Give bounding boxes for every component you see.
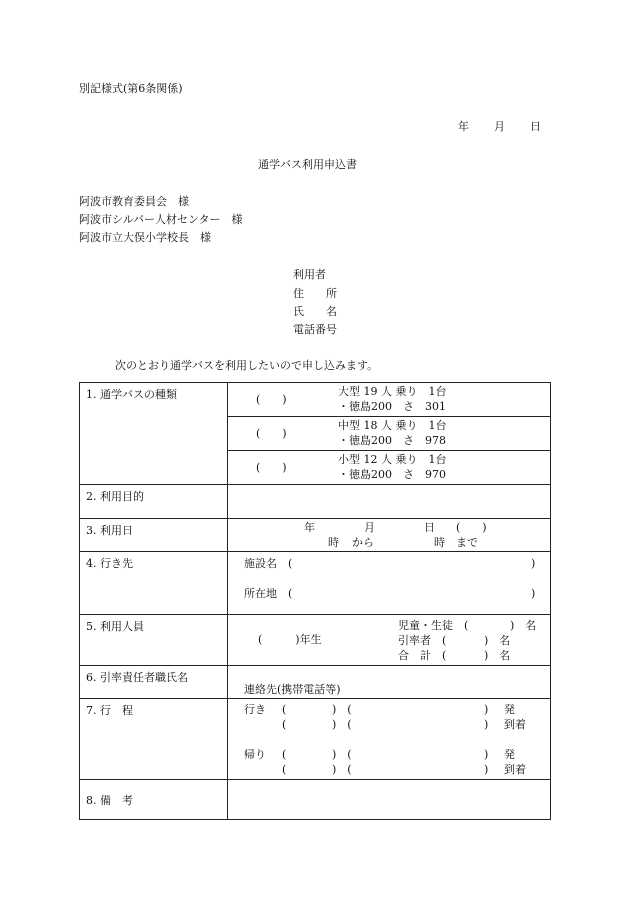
bus-option-large-check[interactable]: ( ) xyxy=(256,393,287,406)
application-form-table xyxy=(79,382,551,820)
use-month: 月 xyxy=(364,521,375,534)
bus-option-medium-check[interactable]: ( ) xyxy=(256,427,287,440)
people-label: 5. 利用人員 xyxy=(86,620,144,633)
bus-type-label: 1. 通学バスの種類 xyxy=(86,388,177,401)
date-day: 日 xyxy=(530,120,541,133)
location-close: ) xyxy=(531,587,536,600)
page-title: 通学バス利用申込書 xyxy=(258,158,357,171)
outbound-arrive-close: ) xyxy=(484,718,489,731)
applicant-phone-label: 電話番号 xyxy=(293,323,337,336)
itinerary-label-cell xyxy=(80,699,228,780)
leader-label: 6. 引率責任者職氏名 xyxy=(86,671,188,684)
use-year: 年 xyxy=(304,521,315,534)
intro-text: 次のとおり通学バスを利用したいので申し込みます。 xyxy=(115,359,379,372)
date-month: 月 xyxy=(494,120,505,133)
contact-label: 連絡先(携帯電話等) xyxy=(244,683,341,696)
return-depart-close: ) xyxy=(484,748,489,761)
total-close: ) 名 xyxy=(484,649,511,662)
leader-field[interactable] xyxy=(228,666,551,699)
outbound-arrive-open: ( xyxy=(282,718,287,731)
bus-option-small-line1: 小型 12 人 乗り 1台 xyxy=(338,453,447,466)
use-from: から xyxy=(352,536,374,549)
remarks-field[interactable] xyxy=(228,780,551,820)
bus-option-small-line2: ・徳島200 さ 970 xyxy=(338,468,446,481)
outbound-depart: 発 xyxy=(504,703,515,716)
outbound-depart-mid: ) ( xyxy=(332,703,352,716)
return-depart-open: ( xyxy=(282,748,287,761)
applicant-heading: 利用者 xyxy=(293,268,326,281)
outbound-arrive: 到着 xyxy=(504,718,526,731)
location-label: 所在地 ( xyxy=(244,587,293,600)
bus-option-medium-line1: 中型 18 人 乗り 1台 xyxy=(338,419,447,432)
grade-field: ( )年生 xyxy=(258,633,322,646)
date-label: 3. 利用日 xyxy=(86,524,133,537)
students-label: 児童・生徒 ( xyxy=(398,619,469,632)
leaders-close: ) 名 xyxy=(484,634,511,647)
destination-label: 4. 行き先 xyxy=(86,557,133,570)
addressee-2: 阿波市シルバー人材センター 様 xyxy=(79,213,243,226)
form-reference: 別記様式(第6条関係) xyxy=(79,82,183,95)
use-weekday: ( ) xyxy=(456,521,487,534)
use-hour-from: 時 xyxy=(328,536,339,549)
return-arrive-close: ) xyxy=(484,763,489,776)
remarks-label: 8. 備 考 xyxy=(86,794,133,807)
destination-label-cell xyxy=(80,552,228,615)
purpose-label: 2. 利用目的 xyxy=(86,490,144,503)
outbound-depart-close: ) xyxy=(484,703,489,716)
bus-option-small[interactable] xyxy=(228,451,551,485)
return-arrive: 到着 xyxy=(504,763,526,776)
return-arrive-open: ( xyxy=(282,763,287,776)
outbound-label: 行き xyxy=(244,703,266,716)
bus-option-medium[interactable] xyxy=(228,417,551,451)
outbound-arrive-mid: ) ( xyxy=(332,718,352,731)
date-field[interactable] xyxy=(228,519,551,552)
return-label: 帰り xyxy=(244,748,266,761)
use-hour-to: 時 xyxy=(434,536,445,549)
applicant-name-label: 氏 名 xyxy=(293,305,337,318)
return-arrive-mid: ) ( xyxy=(332,763,352,776)
itinerary-field[interactable] xyxy=(228,699,551,780)
addressee-1: 阿波市教育委員会 様 xyxy=(79,195,189,208)
leaders-label: 引率者 ( xyxy=(398,634,447,647)
facility-name-close: ) xyxy=(531,557,536,570)
bus-option-large-line2: ・徳島200 さ 301 xyxy=(338,400,446,413)
use-to: まで xyxy=(456,536,478,549)
applicant-address-label: 住 所 xyxy=(293,287,337,300)
people-label-cell xyxy=(80,615,228,666)
date-label-cell xyxy=(80,519,228,552)
bus-option-small-check[interactable]: ( ) xyxy=(256,461,287,474)
addressee-3: 阿波市立大俣小学校長 様 xyxy=(79,231,211,244)
return-depart-mid: ) ( xyxy=(332,748,352,761)
use-day: 日 xyxy=(424,521,435,534)
facility-name-label: 施設名 ( xyxy=(244,557,293,570)
bus-type-label-cell xyxy=(80,383,228,485)
leader-label-cell xyxy=(80,666,228,699)
bus-option-large-line1: 大型 19 人 乗り 1台 xyxy=(338,385,447,398)
purpose-label-cell xyxy=(80,485,228,519)
itinerary-label: 7. 行 程 xyxy=(86,704,133,717)
bus-option-large[interactable] xyxy=(228,383,551,417)
return-depart: 発 xyxy=(504,748,515,761)
total-label: 合 計 ( xyxy=(398,649,447,662)
bus-option-medium-line2: ・徳島200 さ 978 xyxy=(338,434,446,447)
purpose-field[interactable] xyxy=(228,485,551,519)
people-field[interactable] xyxy=(228,615,551,666)
destination-field[interactable] xyxy=(228,552,551,615)
remarks-label-cell xyxy=(80,780,228,820)
students-close: ) 名 xyxy=(510,619,537,632)
outbound-depart-open: ( xyxy=(282,703,287,716)
date-year: 年 xyxy=(458,120,469,133)
